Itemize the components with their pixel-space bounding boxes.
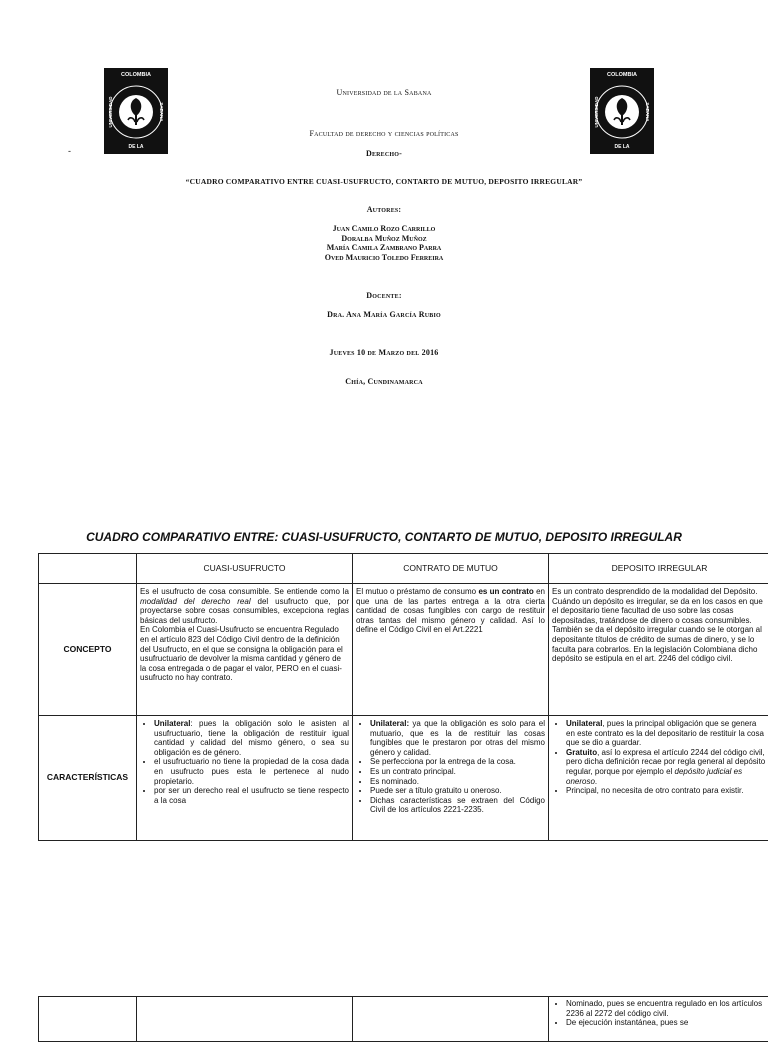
- university-seal-logo-right: [590, 68, 654, 154]
- list-item: • Unilateral, pues la principal obligación que se genera en este contrato es la del depositario de restituir la cosa que se dio a guardar.: [566, 719, 767, 748]
- list-item: • Es un contrato principal.: [370, 767, 545, 777]
- svg-text:SABANA: SABANA: [159, 102, 164, 122]
- authors-label: Autores:: [0, 205, 768, 214]
- document-date: Jueves 10 de Marzo del 2016: [0, 348, 768, 357]
- cell-caracteristicas-cuasi-usufructo: [137, 716, 353, 841]
- teacher-name: Dra. Ana María García Rubio: [0, 310, 768, 319]
- list-item: • Principal, no necesita de otro contrato para existir.: [566, 786, 767, 796]
- cell-caracteristicas-deposito-irregular: [549, 716, 768, 841]
- author-name: Oved Mauricio Toledo Ferreira: [0, 253, 768, 263]
- list-item: • Unilateral: ya que la obligación es solo para el mutuario, que es la de restituir las cosas fungibles que le prestaron por otras del mismo género y calidad.: [370, 719, 545, 757]
- cell-continued-deposito-irregular: [549, 997, 768, 1042]
- empty-cell: [137, 997, 353, 1042]
- table-title: CUADRO COMPARATIVO ENTRE: CUASI-USUFRUCTO, CONTARTO DE MUTUO, DEPOSITO IRREGULAR: [0, 530, 768, 544]
- svg-text:UNIVERSIDAD: UNIVERSIDAD: [594, 96, 599, 128]
- university-name: Universidad de la Sabana: [0, 88, 768, 97]
- list-item: • el usufructuario no tiene la propiedad de la cosa dada en usufructo pues esta le pertenece al nudo propietario.: [154, 757, 349, 786]
- empty-cell: [39, 997, 137, 1042]
- stray-dot: -: [68, 146, 71, 156]
- svg-text:UNIVERSIDAD: UNIVERSIDAD: [108, 96, 113, 128]
- svg-text:COLOMBIA: COLOMBIA: [121, 72, 151, 78]
- column-header-deposito-irregular: DEPOSITO IRREGULAR: [549, 554, 768, 584]
- cell-concepto-contrato-mutuo: El mutuo o préstamo de consumo es un contrato en que una de las partes entrega a la otra cierta cantidad de cosas fungibles con cargo de restituir otras tantas del mismo género y calidad. Así lo define el Código Civil en el Art.2221: [353, 584, 549, 716]
- comparison-table: [38, 553, 768, 841]
- svg-text:DE LA: DE LA: [129, 144, 144, 150]
- list-item: • Dichas características se extraen del Código Civil de los artículos 2221-2235.: [370, 796, 545, 815]
- list-item: • De ejecución instantánea, pues se: [566, 1018, 767, 1028]
- document-place: Chía, Cundinamarca: [0, 377, 768, 386]
- list-item: • Puede ser a título gratuito u oneroso.: [370, 786, 545, 796]
- column-header-cuasi-usufructo: CUASI-USUFRUCTO: [137, 554, 353, 584]
- list-item: • Es nominado.: [370, 777, 545, 787]
- author-name: María Camila Zambrano Parra: [0, 243, 768, 253]
- list-item: • Se perfecciona por la entrega de la cosa.: [370, 757, 545, 767]
- comparison-table-continued: [38, 996, 768, 1042]
- list-item: • Gratuito, así lo expresa el artículo 2244 del código civil, pero dicha definición recae por regla general al depósito regular, porque por ejemplo el depósito judicial es oneroso.: [566, 748, 767, 786]
- authors-list: [0, 224, 768, 262]
- cell-concepto-cuasi-usufructo: Es el usufructo de cosa consumible. Se entiende como la modalidad del derecho real del usufructo que, por proyectarse sobre cosas consumibles, excepciona reglas básicas del usufructo. En Colombia el Cuasi-Usufructo se encuentra Regulado en el artículo 823 del Código Civil dentro de la definición del Usufructo, en el que se consigna la obligación para el usufructuario de devolver la misma cantidad y género de la cosa entregada o de pagar el valor, PERO en el cuasi-usufructo no hay contrato.: [137, 584, 353, 716]
- table-header-row: [39, 554, 768, 584]
- cell-caracteristicas-contrato-mutuo: [353, 716, 549, 841]
- svg-text:COLOMBIA: COLOMBIA: [607, 72, 637, 78]
- table-row-concepto: [39, 584, 768, 716]
- author-name: Juan Camilo Rozo Carrillo: [0, 224, 768, 234]
- program-name: Derecho-: [0, 149, 768, 158]
- document-title: “CUADRO COMPARATIVO ENTRE CUASI-USUFRUCTO, CONTARTO DE MUTUO, DEPOSITO IRREGULAR”: [0, 177, 768, 186]
- university-seal-logo-left: [104, 68, 168, 154]
- svg-text:SABANA: SABANA: [645, 102, 650, 122]
- empty-corner-cell: [39, 554, 137, 584]
- empty-cell: [353, 997, 549, 1042]
- row-header-caracteristicas: CARACTERÍSTICAS: [39, 716, 137, 841]
- table-row: [39, 997, 768, 1042]
- column-header-contrato-mutuo: CONTRATO DE MUTUO: [353, 554, 549, 584]
- teacher-label: Docente:: [0, 291, 768, 300]
- row-header-concepto: CONCEPTO: [39, 584, 137, 716]
- table-row-caracteristicas: [39, 716, 768, 841]
- faculty-name: Facultad de derecho y ciencias políticas: [0, 129, 768, 138]
- list-item: • por ser un derecho real el usufructo se tiene respecto a la cosa: [154, 786, 349, 805]
- author-name: Doralba Muñoz Muñoz: [0, 234, 768, 244]
- cell-concepto-deposito-irregular: Es un contrato desprendido de la modalidad del Depósito. Cuándo un depósito es irregular, se da en los casos en que el depositario tiene facultad de uso sobre las cosas depositadas, tratándose de dinero o cosas consumibles. También se da el depósito irregular cuando se le otorgan al depositante títulos de crédito de sumas de dinero, y se lo faculta para cobrarlos. En la legislación Colombiana dicho depósito se estipula en el art. 2246 del código civil.: [549, 584, 768, 716]
- list-item: • Unilateral: pues la obligación solo le asisten al usufructuario, tiene la obligación de restituir igual cantidad y calidad del mismo género, o sea su obligación es de género.: [154, 719, 349, 757]
- svg-text:DE LA: DE LA: [615, 144, 630, 150]
- list-item: • Nominado, pues se encuentra regulado en los artículos 2236 al 2272 del código civil.: [566, 999, 767, 1018]
